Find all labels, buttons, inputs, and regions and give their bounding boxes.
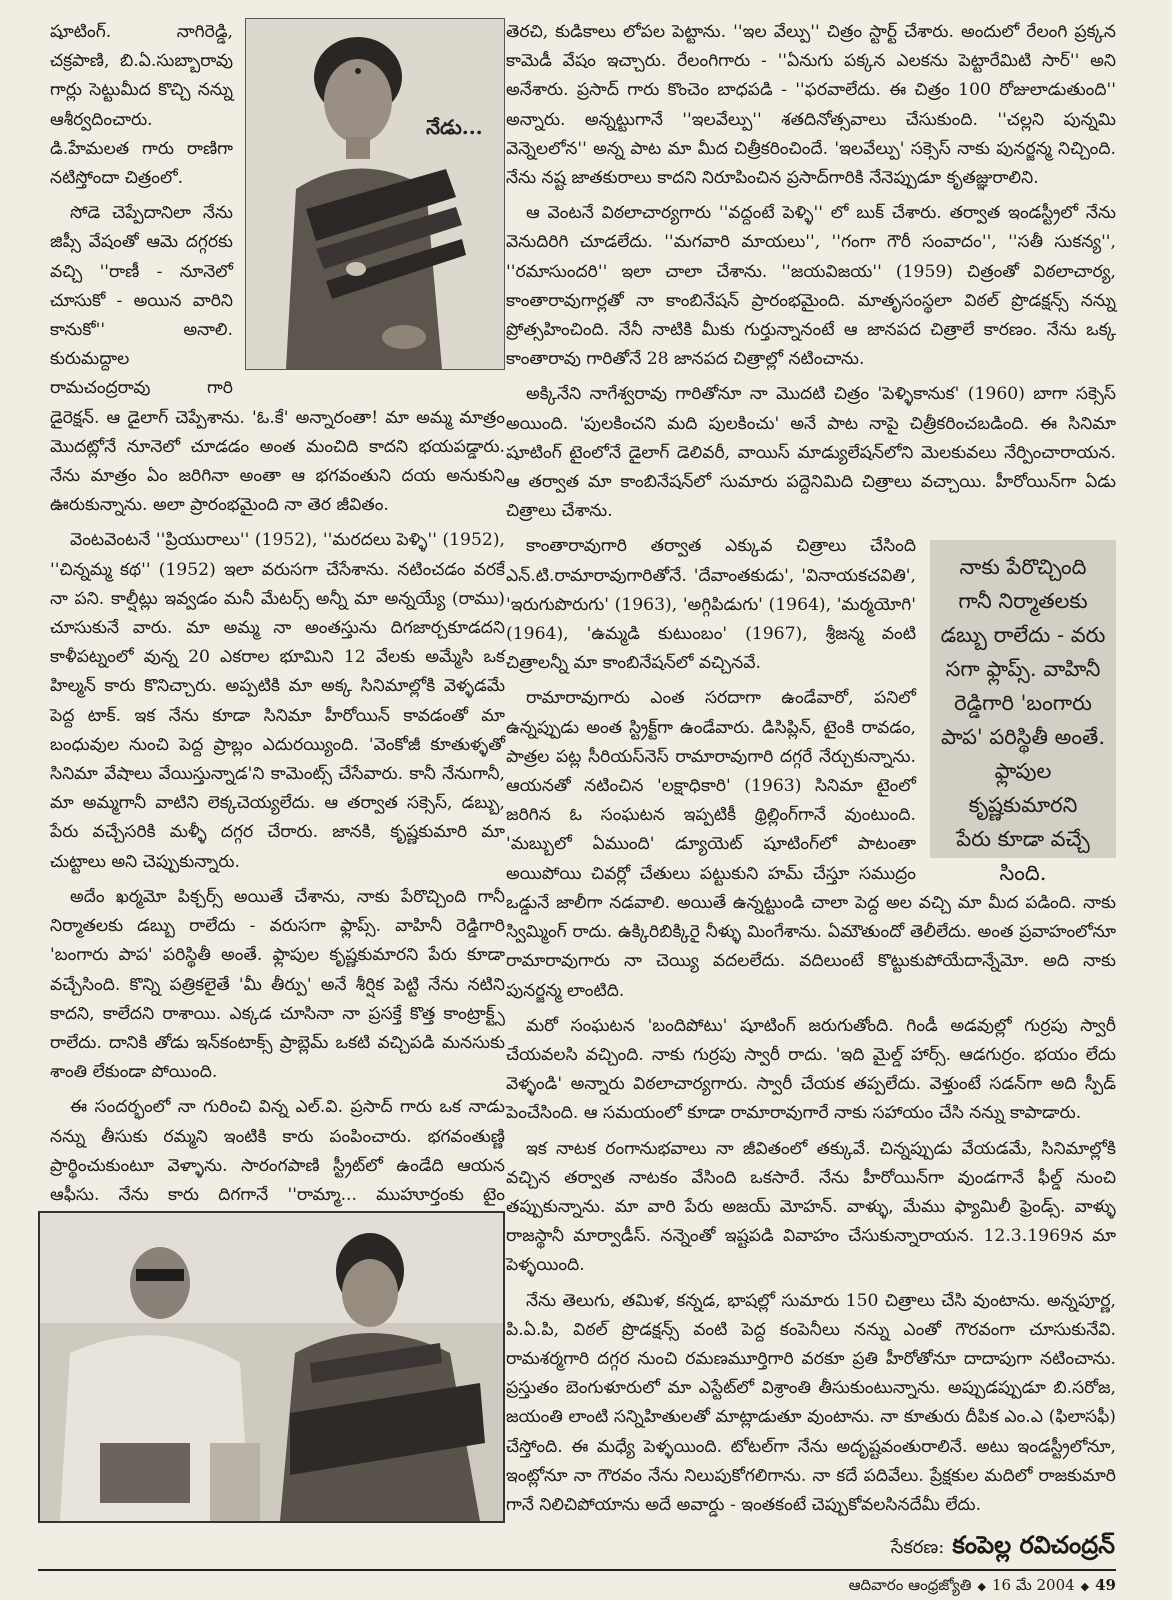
photo-caption: నేడు...	[426, 115, 483, 139]
article-paragraph: ఈ సందర్భంలో నా గురించి విన్న ఎల్.వి. ప్రసాద్ గారు ఒక నాడు నన్ను తీసుకు రమ్మని ఇంటికి కారు పంపించారు. భగవంతుణ్ణి ప్రార్థించుకుంటూ వెళ్ళాను. సారంగపాణి స్ట్రీట్‌లో ఉండేది ఆయన ఆఫీసు. నేను కారు దిగగానే ''రామ్మా... ముహూర్తంకు టైం	[50, 1097, 505, 1205]
article-paragraph: నేను తెలుగు, తమిళ, కన్నడ, భాషల్లో సుమారు 150 చిత్రాలు చేసి వుంటాను. అన్నపూర్ణ, పి.ఏ.పి, విఠల్ ప్రొడక్షన్స్ వంటి పెద్ద కంపెనీలు నన్ను ఎంతో గౌరవంగా చూసుకునేవి. రామశర్మగారి దగ్గర నుంచి రమణమూర్తిగారి వరకూ ప్రతి హీరోతోనూ దాదాపుగా నటించాను. ప్రస్తుతం బెంగుళూరులో మా ఎస్టేట్‌లో విశ్రాంతి తీసుకుంటున్నాను. అప్పుడప్పుడూ బి.సరోజ, జయంతి లాంటి సన్నిహితులతో మాట్లాడుతూ వుంటాను. నా కూతురు దీపిక ఎం.ఎ (ఫిలాసఫీ) చేస్తోంది. ఈ మధ్యే పెళ్ళయింది. టోటల్‌గా నేను అదృష్టవంతురాలినే. అటు ఇండస్ట్రీలోనూ, ఇంట్లోనూ నా గౌరవం నేను నిలుపుకోగలిగాను. నా కదే పదివేలు. ప్రేక్షకుల మదిలో రాజకుమారి గానే నిలిచిపోయాను అదే అవార్డు - ఇంతకంటే చెప్పుకోవలసినదేమీ లేదు.	[506, 1290, 1116, 1515]
pull-quote-line: గానీ నిర్మాతలకు	[958, 589, 1088, 614]
page-footer	[849, 1576, 1116, 1598]
article-paragraph: ఇక నాటక రంగానుభవాలు నా జీవితంలో తక్కువే. చిన్నప్పుడు వేయడమే, సినిమాల్లోకి వచ్చిన తర్వాత నాటకం వేసింది ఒకసారే. నేను హీరోయిన్‌గా వుండగానే ఫీల్డ్ నుంచి తప్పుకున్నాను. మా వారి పేరు అజయ్ మోహన్. వాళ్ళు, మేము ఫ్యామిలీ ఫ్రెండ్స్. వాళ్ళు రాజస్థానీ మార్వాడీస్. నన్నెంతో ఇష్టపడి వివాహం చేసుకున్నారాయన. 12.3.1969న మా పెళ్ళయింది.	[506, 1138, 1116, 1276]
publication-name: ఆదివారం ఆంధ్రజ్యోతి	[848, 1576, 972, 1594]
group-photo-illustration	[40, 1213, 503, 1521]
article-paragraph: అదేం ఖర్మమో పిక్చర్స్ అయితే చేశాను, నాకు పేరొచ్చింది గానీ నిర్మాతలకు డబ్బు రాలేదు - వరుసగా ఫ్లాప్స్. వాహినీ రెడ్డిగారి 'బంగారు పాప' పరిస్థితీ అంతే. ఫ్లాపుల కృష్ణకుమారని పేరు కూడా వచ్చేసింది. కొన్ని పత్రికలైతే 'మీ తీర్పు' అనే శీర్షిక పెట్టి నేను నటిని కాదని, కాలేదని రాశాయి. ఎక్కడ చూసినా నా ప్రసక్తే కొత్త కాంట్రాక్ట్స్ రాలేదు. దానికి తోడు ఇన్‌కంటాక్స్ ప్రాబ్లెమ్ ఒకటి వచ్చిపడి మనసుకు శాంతి లేకుండా పోయింది.	[50, 886, 505, 1083]
pull-quote-line: సగా ఫ్లాప్స్. వాహినీ	[945, 657, 1101, 682]
pull-quote-line: పేరు కూడా వచ్చే	[956, 827, 1090, 852]
pull-quote-line: రెడ్డిగారి 'బంగారు	[954, 691, 1092, 716]
article-paragraph: ఆ వెంటనే విఠలాచార్యగారు ''వద్దంటే పెళ్ళి'' లో బుక్ చేశారు. తర్వాత ఇండస్ట్రీలో నేను వెనుదిరిగి చూడలేదు. ''మగవారి మాయలు'', ''గంగా గౌరీ సంవాదం'', ''సతీ సుకన్య'', ''రమాసుందరి'' ఇలా చాలా చేశాను. ''జయవిజయ'' (1959) చిత్రంతో విఠలాచార్య, కాంతారావుగార్లతో నా కాంబినేషన్ ప్రారంభమైంది. మాతృసంస్థలా విఠల్ ప్రొడక్షన్స్ నన్ను ప్రోత్సహించింది. నేనీ నాటికి మీకు గుర్తున్నానంటే ఆ జానపద చిత్రాలే కారణం. నేను ఒక్క కాంతారావు గారితోనే 28 జానపద చిత్రాల్లో నటించాను.	[506, 203, 1116, 370]
byline	[785, 1530, 1115, 1560]
footer-rule	[38, 1569, 1116, 1571]
portrait-photo	[245, 18, 505, 370]
article-paragraph: సోడె చెప్పేదానిలా నేను జిప్సీ వేషంతో ఆమె దగ్గరకు వచ్చి ''రాణీ - నూనెలో చూసుకో - అయిన వారిని కానుకో'' అనాలి. కురుమద్దాల రామచంద్రరావు గారి డైరెక్షన్. ఆ డైలాగ్ చెప్పేశాను. 'ఓ.కే' అన్నారంతా! మా అమ్మ మాత్రం మొదట్లోనే నూనెలో చూడడం అంత మంచిది కాదని భయపడ్డారు. నేను మాత్రం ఏం జరిగినా అంతా ఆ భగవంతుని దయ అనుకుని ఊరుకున్నాను. అలా ప్రారంభమైంది నా తెర జీవితం.	[50, 203, 505, 516]
bullet-icon: ◆	[1080, 1580, 1090, 1593]
group-photo	[38, 1211, 505, 1523]
pull-quote-line: నాకు పేరొచ్చింది	[959, 555, 1087, 580]
byline-name: కంపెల్ల రవిచంద్రన్	[952, 1530, 1115, 1559]
bullet-icon: ◆	[977, 1580, 986, 1593]
portrait-illustration	[246, 19, 504, 369]
right-column	[506, 18, 1116, 1573]
article-paragraph: మరో సంఘటన 'బందిపోటు' షూటింగ్ జరుగుతోంది. గిండీ అడవుల్లో గుర్రపు స్వారీ చేయవలసి వచ్చింది. నాకు గుర్రపు స్వారీ రాదు. 'ఇది మైల్డ్ హార్స్. ఆడగుర్రం. భయం లేదు వెళ్ళండి' అన్నారు విఠలాచార్యగారు. స్వారీ చేయక తప్పలేదు. వెళ్తుంటే సడన్‌గా అది స్పీడ్ పెంచేసింది. ఆ సమయంలో కూడా రామారావుగారే నాకు సహాయం చేసి నన్ను కాపాడారు.	[506, 1015, 1116, 1124]
article-paragraph: వెంటవెంటనే ''ప్రియురాలు'' (1952), ''మరదలు పెళ్ళి'' (1952), ''చిన్నమ్మ కథ'' (1952) ఇలా వరుసగా చేసేశాను. నటించడం వరకే నా పని. కాల్షీట్లు ఇవ్వడం మనీ మేటర్స్ అన్నీ మా అన్నయ్యే (రాము) చూసుకునే వారు. మా అమ్మ నా అంతస్తును దిగజార్చకూడదని కాళీపట్నంలో వున్న 20 ఎకరాల భూమిని 12 వేలకు అమ్మేసి ఒక హిల్మన్ కారు కొనిచ్చారు. అప్పటికి మా అక్క సినిమాల్లోకి వెళ్ళడమే పెద్ద టాక్. ఇక నేను కూడా సినిమా హీరోయిన్ కావడంతో మా బంధువుల నుంచి పెద్ద ప్రాబ్లం ఎదురయ్యింది. 'వెంకోజీ కూతుళ్ళతో సినిమా వేషాలు వేయిస్తున్నాడ'ని కామెంట్స్ చేసేవారు. కానీ నేనుగానీ, మా అమ్మగానీ వాటిని లెక్కచెయ్యలేదు. ఆ తర్వాత సక్సెస్, డబ్బు, పేరు వచ్చేసరికి మళ్ళీ దగ్గర చేరారు. జానకి, కృష్ణకుమారి మా చుట్టాలు అని చెప్పుకున్నారు.	[50, 530, 506, 872]
article-paragraph: తెరచి, కుడికాలు లోపల పెట్టాను. ''ఇల వేల్పు'' చిత్రం స్టార్ట్ చేశారు. అందులో రేలంగి ప్రక్కన కామెడీ వేషం ఇచ్చారు. రేలంగిగారు - ''ఏనుగు పక్కన ఎలకను పెట్టారేమిటి సార్'' అని అనేశారు. ప్రసాద్ గారు కొంచెం బాధపడి - ''ఫరవాలేదు. ఈ చిత్రం 100 రోజులాడుతుంది'' అన్నారు. అన్నట్టుగానే ''ఇలవేల్పు'' శతదినోత్సవాలు చేసుకుంది. ''చల్లని పున్నమి వెన్నెలలోన'' అన్న పాట మా మీద చిత్రీకరించిందే. 'ఇలవేల్పు' సక్సెస్ నాకు పునర్జన్మ నిచ్చింది. నేను నష్ట జాతకురాలు కాదని నిరూపించిన ప్రసాద్‌గారికి నేనెప్పుడూ కృతజ్ఞురాలిని.	[506, 22, 1116, 189]
left-column	[50, 18, 505, 1203]
pull-quote	[930, 540, 1116, 886]
issue-date: 16 మే 2004	[991, 1576, 1075, 1594]
article-paragraph: షూటింగ్. నాగిరెడ్డి, చక్రపాణి, బి.ఏ.సుబ్బారావు గార్లు సెట్టుమీద కొచ్చి నన్ను ఆశీర్వదించారు. డి.హేమలత గారు రాణిగా నటిస్తోందా చిత్రంలో.	[50, 22, 233, 189]
pull-quote-line: సింది.	[999, 861, 1047, 886]
pull-quote-line: పాప' పరిస్థితీ అంతే.	[940, 725, 1106, 750]
page-number: 49	[1095, 1576, 1116, 1594]
article-paragraph: అక్కినేని నాగేశ్వరావు గారితోనూ నా మొదటి చిత్రం 'పెళ్ళికానుక' (1960) బాగా సక్సెస్ అయింది. 'పులకించని మది పులకించు' అనే పాట నాపై చిత్రీకరించబడింది. ఈ సినిమా షూటింగ్ టైంలోనే డైలాగ్ డెలివరీ, వాయిస్ మాడ్యులేషన్‌లోని మెలకువలు నేర్పించారాయన. ఆ తర్వాత మా కాంబినేషన్‌లో సుమారు పద్దెనిమిది చిత్రాలు వచ్చాయి. హీరోయిన్‌గా ఏడు చిత్రాలు చేశాను.	[506, 384, 1116, 522]
article-paragraph: రామారావుగారు ఎంత సరదాగా ఉండేవారో, పనిలో ఉన్నప్పుడు అంత స్ట్రిక్ట్‌గా ఉండేవారు. డిసిప్లిన్, టైంకి రావడం, పాత్రల పట్ల సీరియస్‌నెస్ రామారావుగారి దగ్గరే నేర్చుకున్నాను. ఆయనతో నటించిన 'లక్షాధికారి' (1963) సినిమా టైంలో జరిగిన ఓ సంఘటన ఇప్పటికీ థ్రిల్లింగ్‌గానే వుంటుంది. 'మబ్బులో ఏముంది' డ్యూయెట్ షూటింగ్‌లో పాటంతా అయిపోయి చివర్లో చేతులు పట్టుకుని హమ్ చేస్తూ సముద్రం ఒడ్డునే జాలీగా నడవాలి. అయితే ఉన్నట్టుండి చాలా పెద్ద అల వచ్చి మా మీద పడింది. నాకు స్విమ్మింగ్ రాదు. ఉక్కిరిబిక్కిరై నీళ్ళు మింగేశాను. ఏమౌతుందో తెలీలేదు. అంత ప్రవాహంలోనూ రామారావుగారు నా చెయ్యి వదలలేదు. వదిలుంటే కొట్టుకుపోయేదాన్నేమో. అది నాకు పునర్జన్మ లాంటిది.	[506, 688, 1116, 1001]
article-paragraph: కాంతారావుగారి తర్వాత ఎక్కువ చిత్రాలు చేసింది ఎన్.టి.రామారావుగారితోనే. 'దేవాంతకుడు', 'వినాయకచవితి', 'ఇరుగుపొరుగు' (1963), 'అగ్గిపిడుగు' (1964), 'మర్మయోగి' (1964), 'ఉమ్మడి కుటుంబం' (1967), శ్రీజన్మ వంటి చిత్రాలన్నీ మా కాంబినేషన్‌లో వచ్చినవే.	[506, 536, 916, 674]
pull-quote-line: ఫ్లాపుల కృష్ణకుమారని	[968, 759, 1078, 818]
byline-label: సేకరణ:	[890, 1537, 945, 1558]
pull-quote-line: డబ్బు రాలేదు - వరు	[940, 623, 1106, 648]
